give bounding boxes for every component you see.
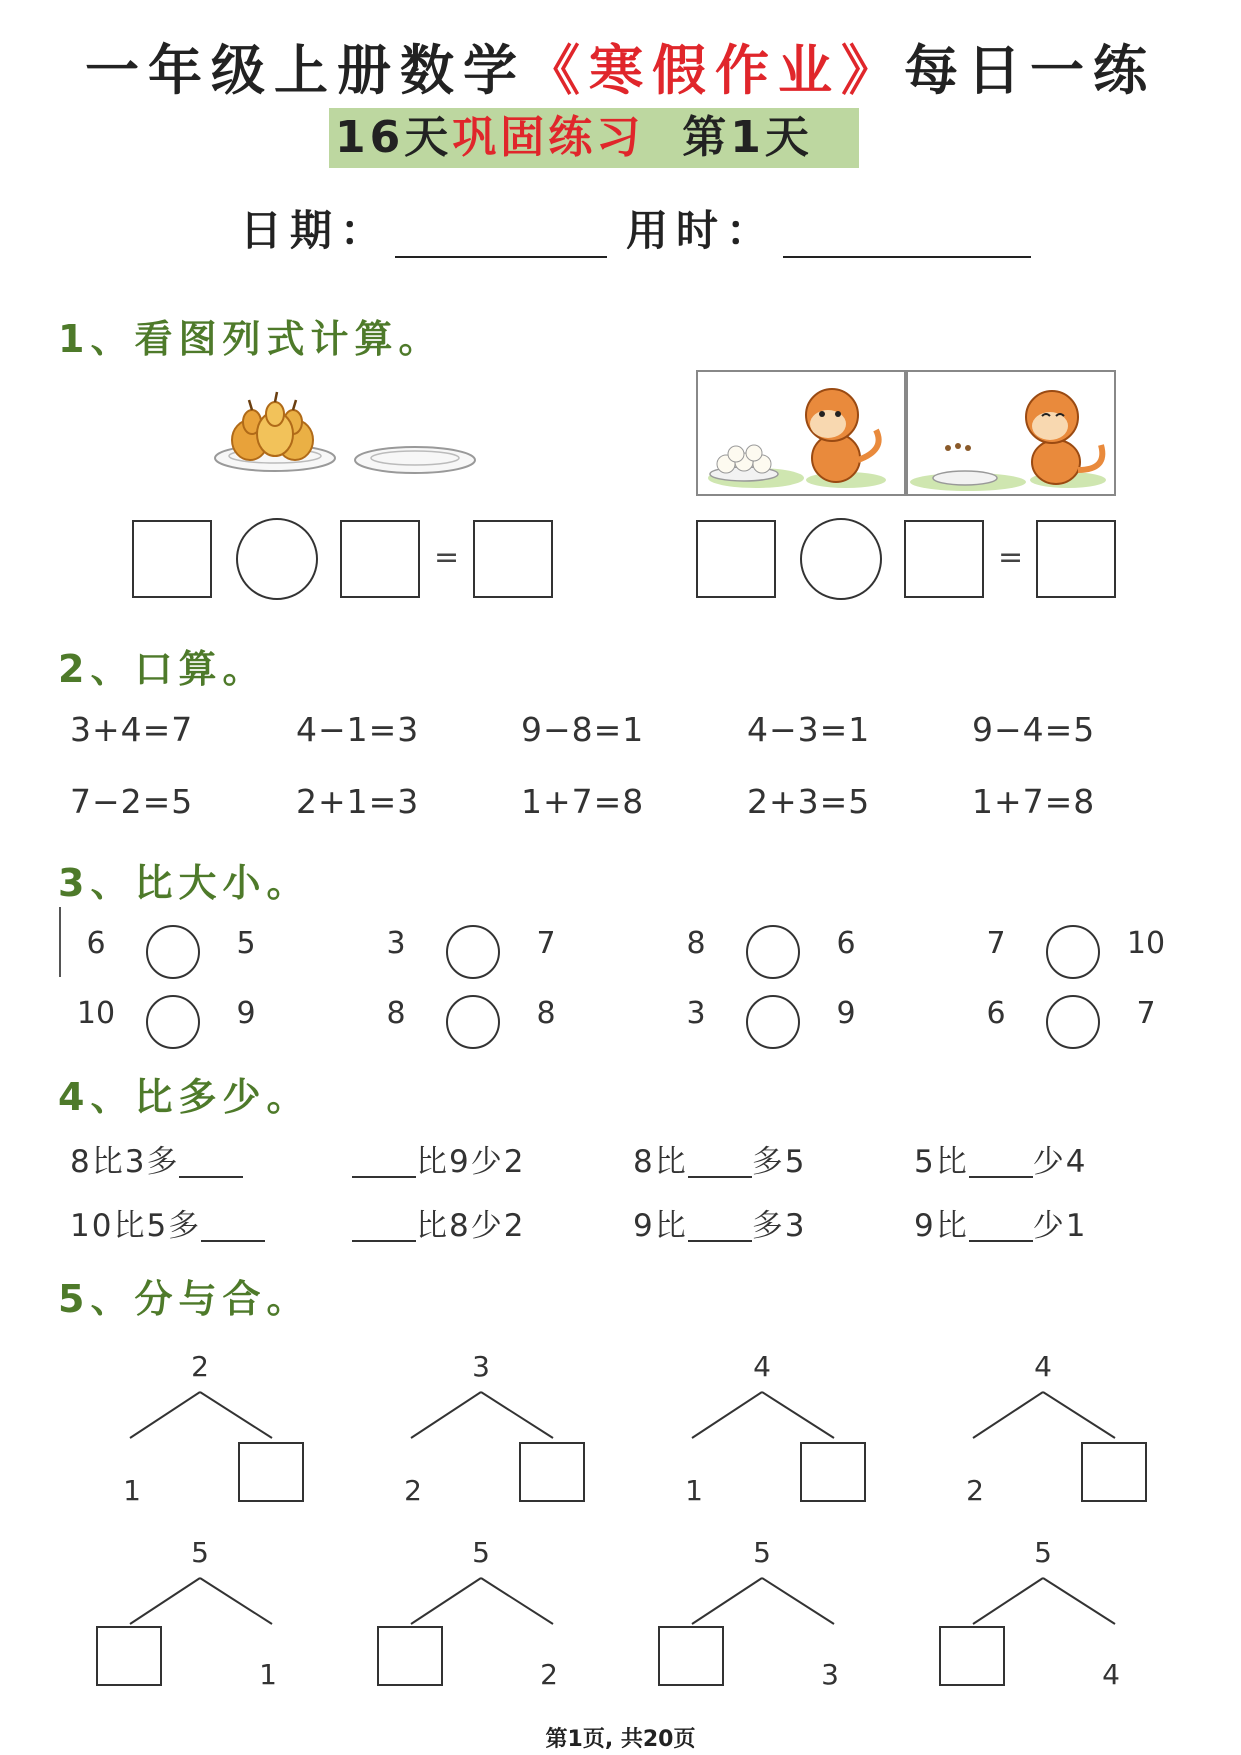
mental-calc-item: 2+1=3 xyxy=(296,782,420,821)
title-highlight: 《寒假作业》 xyxy=(526,39,904,102)
answer-box[interactable] xyxy=(132,520,212,598)
compare-left: 10 xyxy=(76,996,116,1031)
mental-calc-item: 1+7=8 xyxy=(521,782,645,821)
operator-circle[interactable] xyxy=(236,518,318,600)
compare-left: 3 xyxy=(686,996,706,1031)
fill-blank[interactable] xyxy=(352,1146,416,1178)
section-4-title: 4、比多少。 xyxy=(58,1075,311,1119)
subtitle-day: 第1天 xyxy=(682,112,813,163)
tree-left-number: 2 xyxy=(966,1474,984,1507)
tree-left-number: 1 xyxy=(685,1474,703,1507)
mental-calc-item: 9−8=1 xyxy=(521,710,645,749)
mental-calc-item: 9−4=5 xyxy=(972,710,1096,749)
more-less-item: 8比 多5 xyxy=(633,1144,807,1180)
compare-left: 8 xyxy=(686,926,706,961)
tree-answer-box[interactable] xyxy=(377,1626,443,1686)
monkey-eating-illustration xyxy=(696,370,1116,498)
subtitle-banner xyxy=(329,108,859,168)
equals-sign: = xyxy=(434,540,460,575)
answer-box[interactable] xyxy=(473,520,553,598)
fill-blank[interactable] xyxy=(688,1146,752,1178)
subtitle-practice: 巩固练习 xyxy=(452,112,645,163)
decompose-tree xyxy=(377,1536,577,1696)
tree-answer-box[interactable] xyxy=(939,1626,1005,1686)
compare-left: 7 xyxy=(986,926,1006,961)
tree-top-number: 2 xyxy=(191,1350,209,1383)
date-field[interactable] xyxy=(395,208,607,258)
tree-branches xyxy=(112,1390,312,1450)
compare-right: 10 xyxy=(1126,926,1166,961)
decompose-tree xyxy=(112,1350,312,1510)
date-label: 日期： xyxy=(240,206,391,255)
compare-circle[interactable] xyxy=(446,925,500,979)
compare-right: 7 xyxy=(536,926,556,961)
tree-top-number: 5 xyxy=(472,1536,490,1569)
tree-top-number: 5 xyxy=(753,1536,771,1569)
answer-box[interactable] xyxy=(904,520,984,598)
fill-blank[interactable] xyxy=(201,1210,265,1242)
compare-left: 8 xyxy=(386,996,406,1031)
fill-blank[interactable] xyxy=(969,1210,1033,1242)
decompose-tree xyxy=(658,1536,858,1696)
decompose-tree xyxy=(955,1350,1155,1510)
tree-branches xyxy=(955,1390,1155,1450)
tree-answer-box[interactable] xyxy=(238,1442,304,1502)
tree-right-number: 3 xyxy=(821,1658,839,1691)
tree-top-number: 5 xyxy=(1034,1536,1052,1569)
decompose-tree xyxy=(393,1350,593,1510)
tree-answer-box[interactable] xyxy=(800,1442,866,1502)
time-field[interactable] xyxy=(783,208,1031,258)
compare-left: 6 xyxy=(986,996,1006,1031)
tree-answer-box[interactable] xyxy=(519,1442,585,1502)
answer-box[interactable] xyxy=(1036,520,1116,598)
compare-right: 9 xyxy=(836,996,856,1031)
mental-calc-item: 2+3=5 xyxy=(747,782,871,821)
more-less-item: 比8少2 xyxy=(352,1200,525,1245)
page-title xyxy=(0,28,1241,105)
compare-right: 6 xyxy=(836,926,856,961)
time-label: 用时： xyxy=(626,206,777,255)
decompose-tree xyxy=(96,1536,296,1696)
compare-left: 6 xyxy=(86,926,106,961)
tree-top-number: 5 xyxy=(191,1536,209,1569)
fill-blank[interactable] xyxy=(179,1146,243,1178)
decompose-tree xyxy=(674,1350,874,1510)
tree-answer-box[interactable] xyxy=(658,1626,724,1686)
tree-left-number: 2 xyxy=(404,1474,422,1507)
more-less-item: 9比 多3 xyxy=(633,1208,807,1244)
mental-calc-item: 4−1=3 xyxy=(296,710,420,749)
answer-box[interactable] xyxy=(340,520,420,598)
more-less-item: 10比5多 xyxy=(70,1200,265,1245)
title-after: 每日一练 xyxy=(904,39,1156,102)
compare-circle[interactable] xyxy=(446,995,500,1049)
tree-right-number: 4 xyxy=(1102,1658,1120,1691)
section-5-title: 5、分与合。 xyxy=(58,1277,311,1321)
tree-branches xyxy=(393,1390,593,1450)
tree-right-number: 2 xyxy=(540,1658,558,1691)
tree-answer-box[interactable] xyxy=(96,1626,162,1686)
more-less-item: 5比 少4 xyxy=(914,1144,1088,1180)
tree-right-number: 1 xyxy=(259,1658,277,1691)
compare-left: 3 xyxy=(386,926,406,961)
mental-calc-item: 3+4=7 xyxy=(70,710,194,749)
compare-circle[interactable] xyxy=(746,995,800,1049)
compare-circle[interactable] xyxy=(1046,925,1100,979)
tree-top-number: 4 xyxy=(753,1350,771,1383)
tree-left-number: 1 xyxy=(123,1474,141,1507)
compare-circle[interactable] xyxy=(146,925,200,979)
tree-top-number: 3 xyxy=(472,1350,490,1383)
equals-sign: = xyxy=(998,540,1024,575)
decompose-tree xyxy=(939,1536,1139,1696)
compare-right: 7 xyxy=(1136,996,1156,1031)
title-before: 一年级上册数学 xyxy=(85,39,526,102)
more-less-item: 比9少2 xyxy=(352,1136,525,1181)
fill-blank[interactable] xyxy=(688,1210,752,1242)
section-3-title: 3、比大小。 xyxy=(58,861,311,905)
tree-top-number: 4 xyxy=(1034,1350,1052,1383)
compare-circle[interactable] xyxy=(146,995,200,1049)
compare-circle[interactable] xyxy=(1046,995,1100,1049)
compare-right: 9 xyxy=(236,996,256,1031)
answer-box[interactable] xyxy=(696,520,776,598)
mental-calc-item: 7−2=5 xyxy=(70,782,194,821)
more-less-item: 9比 少1 xyxy=(914,1208,1088,1244)
page-footer: 第1页, 共20页 xyxy=(545,1727,696,1752)
more-less-item: 8比3多 xyxy=(70,1136,243,1181)
compare-right: 5 xyxy=(236,926,256,961)
fill-blank[interactable] xyxy=(352,1210,416,1242)
mental-calc-item: 4−3=1 xyxy=(747,710,871,749)
pears-on-plate-illustration xyxy=(205,388,480,478)
margin-line xyxy=(59,907,61,977)
section-1-title: 1、看图列式计算。 xyxy=(58,317,443,361)
section-2-title: 2、口算。 xyxy=(58,647,267,691)
subtitle-days: 16天 xyxy=(335,112,453,163)
compare-right: 8 xyxy=(536,996,556,1031)
fill-blank[interactable] xyxy=(969,1146,1033,1178)
tree-branches xyxy=(674,1390,874,1450)
mental-calc-item: 1+7=8 xyxy=(972,782,1096,821)
operator-circle[interactable] xyxy=(800,518,882,600)
compare-circle[interactable] xyxy=(746,925,800,979)
tree-answer-box[interactable] xyxy=(1081,1442,1147,1502)
